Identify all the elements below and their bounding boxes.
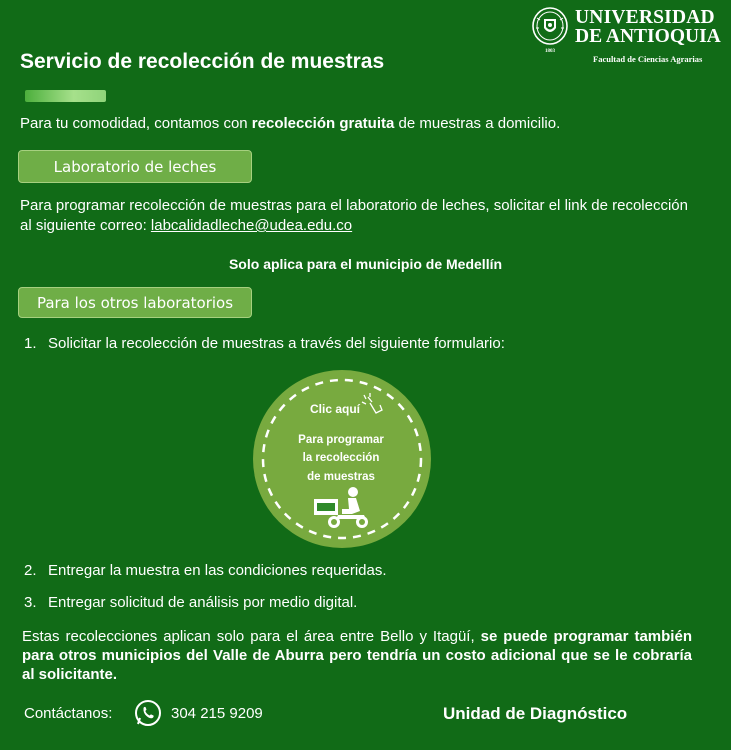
university-logo [531,6,726,68]
logo-faculty-line: Facultad de Ciencias Agrarias [593,54,703,64]
university-seal-icon [531,6,569,54]
step-number: 2. [24,562,37,579]
logo-university-line: UNIVERSIDAD [575,7,715,28]
step-3 [24,594,357,611]
form-button-line3: de muestras [307,471,375,483]
form-button-click-label: Clic aquí [309,402,361,416]
other-labs-button[interactable]: Para los otros laboratorios [18,287,252,318]
logo-antioquia-line: DE ANTIOQUIA [575,26,721,47]
coverage-note-bold: se puede programar también para otros municipios del Valle de Aburra pero tendría un costo adicional que se le cobraría al solicitante. [22,628,692,683]
intro-text-bold: recolección gratuita [251,115,395,132]
leches-email-link[interactable]: labcalidadleche@udea.edu.co [150,217,353,234]
intro-text [20,114,560,134]
title-accent-bar [25,90,106,102]
logo-year: 1803 [545,49,555,54]
step-text: Solicitar la recolección de muestras a través del siguiente formulario: [48,335,505,352]
step-1 [24,335,505,352]
whatsapp-icon[interactable] [134,699,162,727]
leches-instructions-text: Para programar recolección de muestras para el laboratorio de leches, solicitar el link de recolección al siguiente correo: [20,197,688,234]
step-text: Entregar solicitud de análisis por medio digital. [48,594,358,611]
medellin-scope-note: Solo aplica para el municipio de Medellín [228,256,503,272]
contact-label: Contáctanos: [24,705,113,722]
intro-text-start: Para tu comodidad, contamos con [20,115,252,132]
intro-text-end: de muestras a domicilio. [394,115,561,132]
coverage-note-text: Estas recolecciones aplican solo para el área entre Bello y Itagüí, [22,628,481,645]
lab-leches-button[interactable]: Laboratorio de leches [18,150,252,183]
leches-instructions [20,196,688,236]
page-title: Servicio de recolección de muestras [20,50,385,73]
step-2 [24,562,387,579]
unit-name: Unidad de Diagnóstico [443,704,628,723]
step-number: 3. [24,594,37,611]
form-button-line1: Para programar [298,434,384,446]
step-number: 1. [24,335,37,352]
step-text: Entregar la muestra en las condiciones requeridas. [48,562,387,579]
form-button-line2: la recolección [302,452,380,464]
contact-phone[interactable]: 304 215 9209 [171,705,263,722]
coverage-note [22,627,692,684]
schedule-collection-form-button[interactable] [252,369,432,549]
